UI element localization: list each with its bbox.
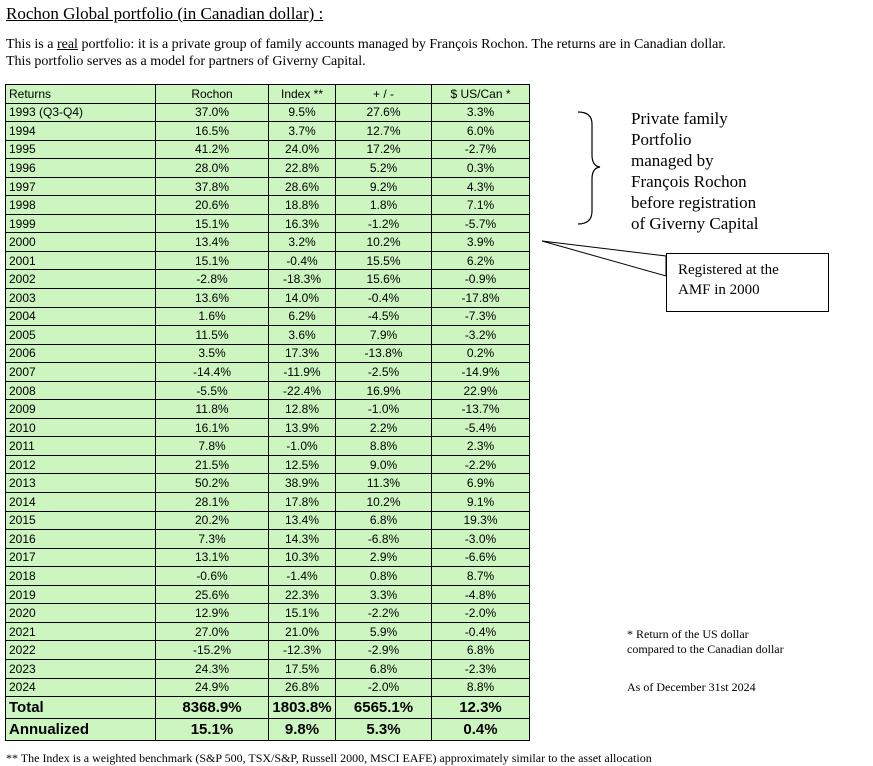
year-cell: 2003 — [6, 289, 156, 308]
us-dollar-note — [627, 627, 784, 657]
value-cell: 4.3% — [432, 177, 530, 196]
value-cell: 6.8% — [432, 641, 530, 660]
summary-value: 15.1% — [156, 719, 269, 741]
value-cell: 7.8% — [156, 437, 269, 456]
year-cell: 2006 — [6, 344, 156, 363]
value-cell: -2.9% — [336, 641, 432, 660]
value-cell: 28.0% — [156, 159, 269, 178]
value-cell: -0.4% — [432, 622, 530, 641]
year-cell: 2020 — [6, 604, 156, 623]
value-cell: 17.8% — [269, 493, 336, 512]
value-cell: 16.3% — [269, 214, 336, 233]
value-cell: 7.3% — [156, 530, 269, 549]
year-cell: 2012 — [6, 455, 156, 474]
year-cell: 1998 — [6, 196, 156, 215]
intro-line-2: This portfolio serves as a model for partners of Giverny Capital. — [6, 54, 366, 69]
value-cell: 3.2% — [269, 233, 336, 252]
value-cell: -22.4% — [269, 381, 336, 400]
note-line: * Return of the US dollar — [627, 627, 749, 641]
intro-line-1: This is a real portfolio: it is a private group of family accounts managed by François Rochon. The returns are in Canadian dollar. — [6, 37, 726, 52]
value-cell: -17.8% — [432, 289, 530, 308]
value-cell: -14.4% — [156, 363, 269, 382]
column-header: Index ** — [269, 85, 336, 104]
value-cell: 1.8% — [336, 196, 432, 215]
value-cell: 24.3% — [156, 659, 269, 678]
value-cell: 1.6% — [156, 307, 269, 326]
value-cell: 13.4% — [156, 233, 269, 252]
value-cell: -6.6% — [432, 548, 530, 567]
year-cell: 1997 — [6, 177, 156, 196]
value-cell: -14.9% — [432, 363, 530, 382]
value-cell: -0.6% — [156, 567, 269, 586]
value-cell: 5.2% — [336, 159, 432, 178]
value-cell: -6.8% — [336, 530, 432, 549]
value-cell: 9.0% — [336, 455, 432, 474]
value-cell: 13.9% — [269, 418, 336, 437]
year-cell: 2000 — [6, 233, 156, 252]
year-cell: 2016 — [6, 530, 156, 549]
value-cell: 27.0% — [156, 622, 269, 641]
year-cell: 1994 — [6, 122, 156, 141]
year-cell: 2023 — [6, 659, 156, 678]
value-cell: -5.5% — [156, 381, 269, 400]
year-cell: 2021 — [6, 622, 156, 641]
year-cell: 2018 — [6, 567, 156, 586]
value-cell: -0.4% — [336, 289, 432, 308]
callout-pointer — [542, 241, 666, 276]
value-cell: -4.8% — [432, 585, 530, 604]
value-cell: -2.2% — [336, 604, 432, 623]
value-cell: 9.1% — [432, 493, 530, 512]
value-cell: 24.9% — [156, 678, 269, 697]
value-cell: 3.9% — [432, 233, 530, 252]
value-cell: 37.0% — [156, 103, 269, 122]
column-header: + / - — [336, 85, 432, 104]
private-family-note — [631, 108, 758, 234]
value-cell: 41.2% — [156, 140, 269, 159]
note-line: before registration — [631, 193, 757, 212]
value-cell: 10.3% — [269, 548, 336, 567]
value-cell: -15.2% — [156, 641, 269, 660]
value-cell: 15.5% — [336, 251, 432, 270]
value-cell: 28.6% — [269, 177, 336, 196]
value-cell: 3.7% — [269, 122, 336, 141]
value-cell: 15.1% — [156, 214, 269, 233]
curly-brace-icon — [578, 112, 600, 224]
year-cell: 2010 — [6, 418, 156, 437]
note-line: compared to the Canadian dollar — [627, 642, 784, 656]
value-cell: 8.8% — [336, 437, 432, 456]
value-cell: 3.3% — [336, 585, 432, 604]
value-cell: 3.3% — [432, 103, 530, 122]
page-title: Rochon Global portfolio (in Canadian dollar) : — [6, 4, 324, 23]
value-cell: -1.0% — [269, 437, 336, 456]
value-cell: 15.1% — [156, 251, 269, 270]
summary-value: 5.3% — [336, 719, 432, 741]
value-cell: 25.6% — [156, 585, 269, 604]
value-cell: 2.3% — [432, 437, 530, 456]
value-cell: -7.3% — [432, 307, 530, 326]
value-cell: 3.6% — [269, 326, 336, 345]
value-cell: 10.2% — [336, 493, 432, 512]
note-line: Portfolio — [631, 130, 692, 149]
value-cell: 38.9% — [269, 474, 336, 493]
value-cell: 6.2% — [432, 251, 530, 270]
value-cell: 11.5% — [156, 326, 269, 345]
year-cell: 2007 — [6, 363, 156, 382]
value-cell: 13.4% — [269, 511, 336, 530]
summary-value: 1803.8% — [269, 697, 336, 719]
as-of-date: As of December 31st 2024 — [627, 680, 756, 694]
value-cell: 6.9% — [432, 474, 530, 493]
value-cell: 20.6% — [156, 196, 269, 215]
value-cell: 11.8% — [156, 400, 269, 419]
callout-line: Registered at the — [678, 262, 779, 278]
year-cell: 2013 — [6, 474, 156, 493]
note-line: Private family — [631, 109, 728, 128]
registration-callout — [666, 253, 829, 312]
value-cell: 7.9% — [336, 326, 432, 345]
year-cell: 2015 — [6, 511, 156, 530]
value-cell: -1.0% — [336, 400, 432, 419]
value-cell: 19.3% — [432, 511, 530, 530]
value-cell: 12.7% — [336, 122, 432, 141]
value-cell: 15.1% — [269, 604, 336, 623]
year-cell: 1996 — [6, 159, 156, 178]
value-cell: 12.9% — [156, 604, 269, 623]
summary-label: Total — [6, 697, 156, 719]
column-header: Returns — [6, 85, 156, 104]
value-cell: 24.0% — [269, 140, 336, 159]
value-cell: 37.8% — [156, 177, 269, 196]
value-cell: 2.9% — [336, 548, 432, 567]
year-cell: 2019 — [6, 585, 156, 604]
summary-value: 0.4% — [432, 719, 530, 741]
value-cell: 16.9% — [336, 381, 432, 400]
value-cell: -5.7% — [432, 214, 530, 233]
summary-value: 9.8% — [269, 719, 336, 741]
year-cell: 2022 — [6, 641, 156, 660]
value-cell: -3.2% — [432, 326, 530, 345]
value-cell: 6.8% — [336, 659, 432, 678]
value-cell: 17.3% — [269, 344, 336, 363]
value-cell: 8.7% — [432, 567, 530, 586]
value-cell: -2.0% — [432, 604, 530, 623]
value-cell: 28.1% — [156, 493, 269, 512]
value-cell: -12.3% — [269, 641, 336, 660]
callout-line: AMF in 2000 — [678, 282, 760, 298]
value-cell: 13.6% — [156, 289, 269, 308]
value-cell: 6.2% — [269, 307, 336, 326]
value-cell: -1.2% — [336, 214, 432, 233]
value-cell: 12.8% — [269, 400, 336, 419]
value-cell: -0.9% — [432, 270, 530, 289]
value-cell: -13.8% — [336, 344, 432, 363]
value-cell: -11.9% — [269, 363, 336, 382]
value-cell: 0.2% — [432, 344, 530, 363]
value-cell: 2.2% — [336, 418, 432, 437]
value-cell: 17.5% — [269, 659, 336, 678]
value-cell: 12.5% — [269, 455, 336, 474]
summary-value: 12.3% — [432, 697, 530, 719]
value-cell: -2.3% — [432, 659, 530, 678]
value-cell: 50.2% — [156, 474, 269, 493]
value-cell: -2.5% — [336, 363, 432, 382]
column-header: $ US/Can * — [432, 85, 530, 104]
value-cell: 9.2% — [336, 177, 432, 196]
value-cell: 0.3% — [432, 159, 530, 178]
value-cell: 22.8% — [269, 159, 336, 178]
column-header: Rochon — [156, 85, 269, 104]
summary-value: 8368.9% — [156, 697, 269, 719]
value-cell: 22.9% — [432, 381, 530, 400]
year-cell: 2002 — [6, 270, 156, 289]
year-cell: 1993 (Q3-Q4) — [6, 103, 156, 122]
year-cell: 2011 — [6, 437, 156, 456]
value-cell: -2.7% — [432, 140, 530, 159]
value-cell: 14.3% — [269, 530, 336, 549]
value-cell: 10.2% — [336, 233, 432, 252]
value-cell: -18.3% — [269, 270, 336, 289]
value-cell: 5.9% — [336, 622, 432, 641]
value-cell: -13.7% — [432, 400, 530, 419]
year-cell: 2008 — [6, 381, 156, 400]
year-cell: 2005 — [6, 326, 156, 345]
value-cell: 14.0% — [269, 289, 336, 308]
value-cell: 15.6% — [336, 270, 432, 289]
value-cell: -4.5% — [336, 307, 432, 326]
value-cell: 27.6% — [336, 103, 432, 122]
year-cell: 2009 — [6, 400, 156, 419]
value-cell: -2.2% — [432, 455, 530, 474]
year-cell: 2004 — [6, 307, 156, 326]
value-cell: 3.5% — [156, 344, 269, 363]
index-footnote: ** The Index is a weighted benchmark (S&P 500, TSX/S&P, Russell 2000, MSCI EAFE) approximately similar to the asset allocation — [6, 751, 652, 765]
year-cell: 2024 — [6, 678, 156, 697]
value-cell: 6.8% — [336, 511, 432, 530]
value-cell: 11.3% — [336, 474, 432, 493]
year-cell: 2017 — [6, 548, 156, 567]
summary-label: Annualized — [6, 719, 156, 741]
year-cell: 1999 — [6, 214, 156, 233]
note-line: of Giverny Capital — [631, 214, 759, 233]
value-cell: 21.0% — [269, 622, 336, 641]
value-cell: 7.1% — [432, 196, 530, 215]
year-cell: 1995 — [6, 140, 156, 159]
value-cell: 26.8% — [269, 678, 336, 697]
value-cell: 0.8% — [336, 567, 432, 586]
note-line: managed by — [631, 151, 714, 170]
value-cell: 22.3% — [269, 585, 336, 604]
value-cell: -5.4% — [432, 418, 530, 437]
value-cell: 21.5% — [156, 455, 269, 474]
value-cell: 18.8% — [269, 196, 336, 215]
value-cell: -0.4% — [269, 251, 336, 270]
value-cell: 16.1% — [156, 418, 269, 437]
year-cell: 2014 — [6, 493, 156, 512]
value-cell: 13.1% — [156, 548, 269, 567]
year-cell: 2001 — [6, 251, 156, 270]
value-cell: -3.0% — [432, 530, 530, 549]
value-cell: -1.4% — [269, 567, 336, 586]
value-cell: 9.5% — [269, 103, 336, 122]
value-cell: -2.0% — [336, 678, 432, 697]
value-cell: 16.5% — [156, 122, 269, 141]
summary-value: 6565.1% — [336, 697, 432, 719]
value-cell: -2.8% — [156, 270, 269, 289]
value-cell: 17.2% — [336, 140, 432, 159]
value-cell: 20.2% — [156, 511, 269, 530]
note-line: François Rochon — [631, 172, 747, 191]
value-cell: 8.8% — [432, 678, 530, 697]
value-cell: 6.0% — [432, 122, 530, 141]
